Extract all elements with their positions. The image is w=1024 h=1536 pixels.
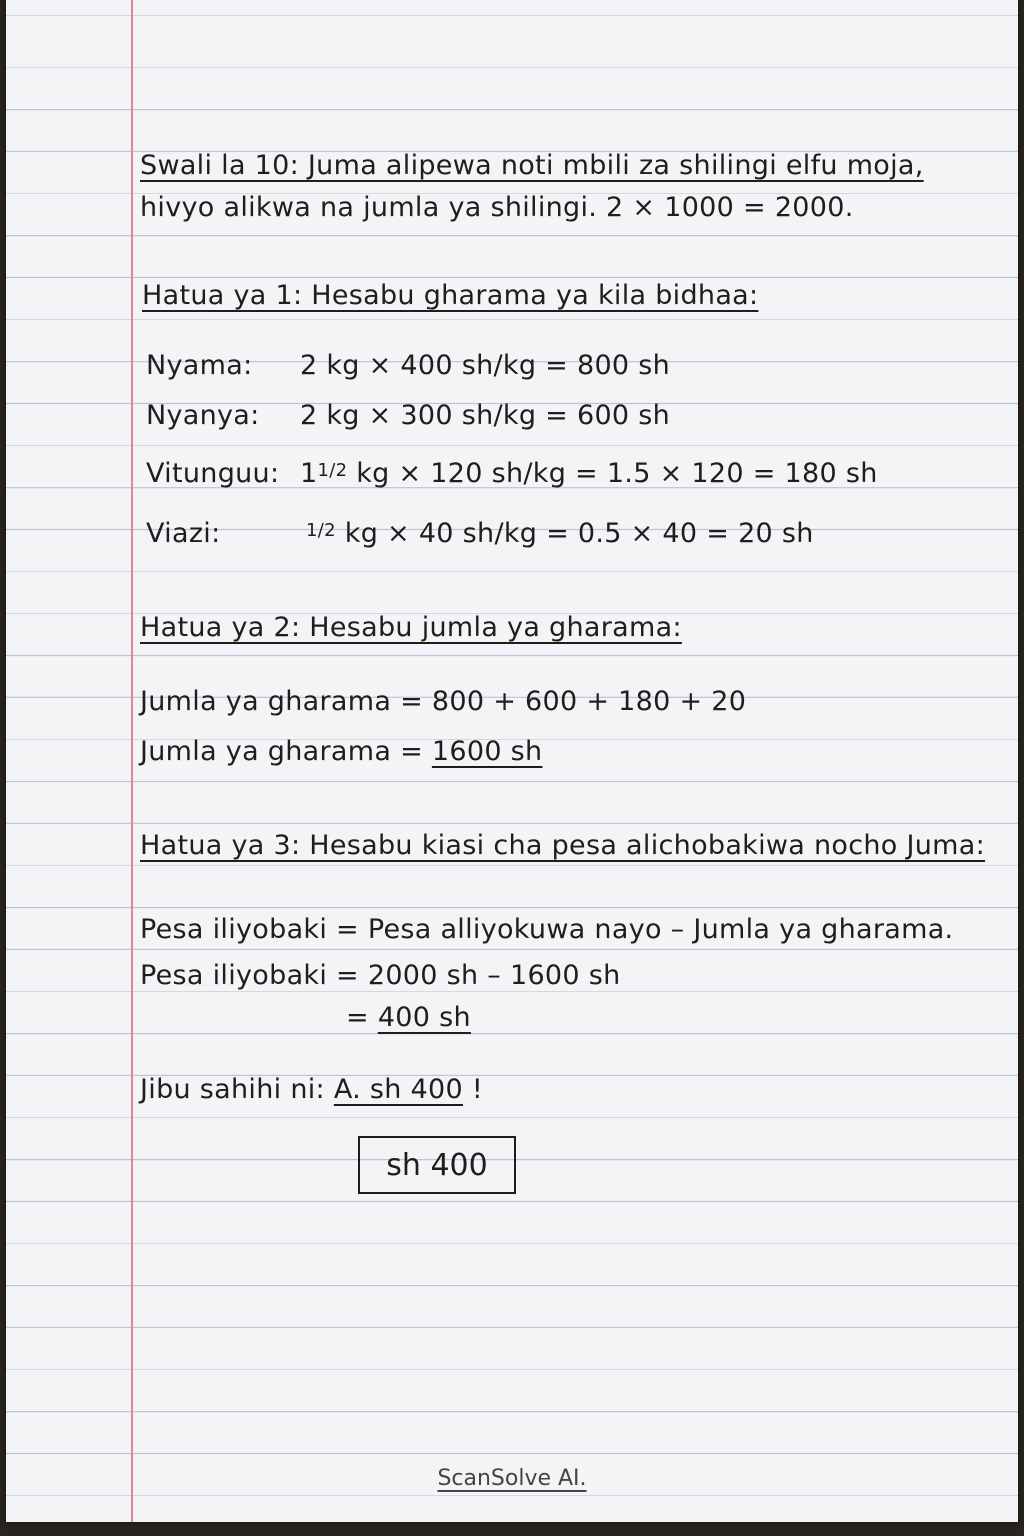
step2-heading: Hatua ya 2: Hesabu jumla ya gharama: [140, 612, 682, 643]
viazi-fraction: 1/2 [306, 520, 336, 541]
question-line-1: Swali la 10: Juma alipewa noti mbili za shilingi elfu moja, [140, 150, 924, 181]
step2-line-2 [140, 736, 542, 767]
step3-line-2: Pesa iliyobaki = 2000 sh – 1600 sh [140, 960, 621, 991]
question-line-2: hivyo alikwa na jumla ya shilingi. 2 × 1000 = 2000. [140, 192, 854, 223]
step3-line-3 [346, 1002, 471, 1033]
footer-text: ScanSolve AI. [437, 1466, 587, 1491]
margin-line [131, 0, 133, 1522]
notebook-page [6, 0, 1018, 1522]
step3-heading: Hatua ya 3: Hesabu kiasi cha pesa alichobakiwa nocho Juma: [140, 830, 986, 861]
item-calc-viazi [306, 518, 814, 549]
item-label-vitunguu: Vitunguu: [146, 458, 280, 489]
answer-line [140, 1074, 483, 1105]
boxed-answer [358, 1136, 516, 1194]
footer-watermark [6, 1466, 1018, 1491]
step2-line-1: Jumla ya gharama = 800 + 600 + 180 + 20 [140, 686, 747, 717]
answer-suffix: ! [463, 1074, 484, 1105]
viazi-rest: kg × 40 sh/kg = 0.5 × 40 = 20 sh [335, 518, 814, 549]
step1-heading: Hatua ya 1: Hesabu gharama ya kila bidhaa: [142, 280, 759, 311]
item-calc-nyama: 2 kg × 400 sh/kg = 800 sh [300, 350, 671, 381]
item-calc-vitunguu [300, 458, 878, 489]
remaining-money: 400 sh [377, 1002, 471, 1033]
item-calc-nyanya: 2 kg × 300 sh/kg = 600 sh [300, 400, 671, 431]
item-label-nyama: Nyama: [146, 350, 253, 381]
boxed-answer-text: sh 400 [386, 1147, 488, 1183]
step2-line-2-prefix: Jumla ya gharama = [140, 736, 432, 767]
item-label-nyanya: Nyanya: [146, 400, 260, 431]
total-cost: 1600 sh [431, 736, 543, 767]
answer-choice: A. sh 400 [333, 1074, 463, 1105]
answer-prefix: Jibu sahihi ni: [140, 1074, 334, 1105]
step3-line-3-prefix: = [346, 1002, 378, 1033]
step3-line-1: Pesa iliyobaki = Pesa alliyokuwa nayo – Jumla ya gharama. [140, 914, 954, 945]
vitunguu-rest: kg × 120 sh/kg = 1.5 × 120 = 180 sh [347, 458, 878, 489]
item-label-viazi: Viazi: [146, 518, 221, 549]
vitunguu-whole: 1 [300, 458, 318, 489]
vitunguu-fraction: 1/2 [317, 460, 348, 481]
